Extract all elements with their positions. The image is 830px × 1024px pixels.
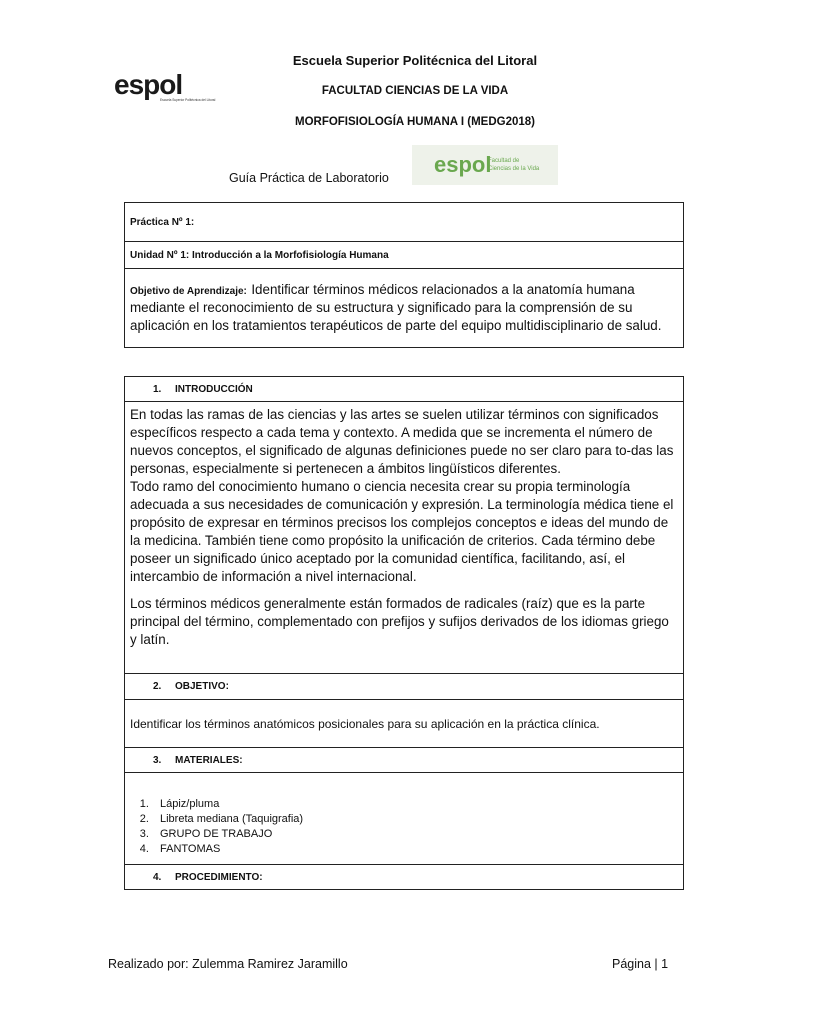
practice-label: Práctica Nº 1: <box>125 203 684 242</box>
learning-objective-text: Identificar términos médicos relacionados a la anatomía humana mediante el reconocimiento de su estructura y significado para la comprensión de su aplicación en los tratamientos terapéuticos de parte del equipo multidisciplinario de salud. <box>130 282 662 333</box>
section-number: 2. <box>153 681 162 692</box>
list-item: 2. Libreta mediana (Taquigrafia) <box>152 812 678 827</box>
unit-label: Unidad Nº 1: Introducción a la Morfofisiología Humana <box>125 242 684 269</box>
section-header-materials <box>125 748 684 773</box>
section-number: 1. <box>153 383 162 395</box>
materials-list <box>130 797 678 857</box>
espol-logo <box>112 69 216 106</box>
intro-paragraph-2: Todo ramo del conocimiento humano o ciencia necesita crear su propia terminología adecuada a sus necesidades de comunicación y expresión. La terminología médica tiene el propósito de expresar en términos precisos los complejos conceptos e ideas del mundo de la medicina. También tiene como propósito la unificación de criterios. Cada término debe poseer un significado único aceptado por la comunidad científica, facilitando, así, el intercambio de información a nivel internacional. <box>130 479 674 584</box>
intro-paragraph-3: Los términos médicos generalmente están formados de radicales (raíz) que es la parte principal del término, complementado con prefijos y sufijos derivados de los idiomas griego y latín. <box>130 596 669 647</box>
espol-logo-wordmark: espol <box>114 69 183 100</box>
faculty-logo-line2: Ciencias de la Vida <box>488 166 540 172</box>
faculty-logo <box>412 145 558 185</box>
section-number: 3. <box>153 754 162 766</box>
section-header-procedure <box>125 865 684 890</box>
lab-sections-table <box>124 376 684 890</box>
objective-text: Identificar los términos anatómicos posicionales para su aplicación en la práctica clínica. <box>125 700 684 748</box>
list-item: 4. FANTOMAS <box>152 842 678 857</box>
intro-paragraph-1: En todas las ramas de las ciencias y las artes se suelen utilizar términos con significados específicos respecto a cada tema y contexto. A medida que se incrementa el número de nuevos conceptos, el significado de algunas definiciones puede no ser claro para to-das las personas, especialmente si pertenecen a ámbitos lingüísticos diferentes. <box>130 407 674 476</box>
faculty-logo-wordmark: espol <box>434 152 492 177</box>
section-title: INTRODUCCIÓN <box>175 383 253 395</box>
materials-content <box>125 773 684 865</box>
footer-author: Realizado por: Zulemma Ramirez Jaramillo <box>108 957 348 971</box>
section-title: MATERIALES: <box>175 754 243 766</box>
section-header-intro <box>125 377 684 402</box>
section-number: 4. <box>153 871 162 883</box>
list-item: 1. Lápiz/pluma <box>152 797 678 812</box>
faculty-name: FACULTAD CIENCIAS DE LA VIDA <box>321 85 509 97</box>
list-item: 3. GRUPO DE TRABAJO <box>152 827 678 842</box>
section-title: OBJETIVO: <box>175 681 229 692</box>
practice-info-table <box>124 202 684 348</box>
school-name: Escuela Superior Politécnica del Litoral <box>292 53 538 68</box>
section-header-objective <box>125 674 684 700</box>
faculty-logo-line1: Facultad de <box>488 158 520 164</box>
espol-logo-subtitle: Escuela Superior Politécnica del Litoral <box>160 98 216 102</box>
guide-title: Guía Práctica de Laboratorio <box>229 171 389 185</box>
learning-objective-cell <box>125 269 684 348</box>
learning-objective-label: Objetivo de Aprendizaje: <box>130 286 247 297</box>
intro-content <box>125 402 684 674</box>
footer-page-number: Página | 1 <box>612 957 669 971</box>
section-title: PROCEDIMIENTO: <box>175 871 263 883</box>
course-title: MORFOFISIOLOGÍA HUMANA I (MEDG2018) <box>294 116 536 128</box>
